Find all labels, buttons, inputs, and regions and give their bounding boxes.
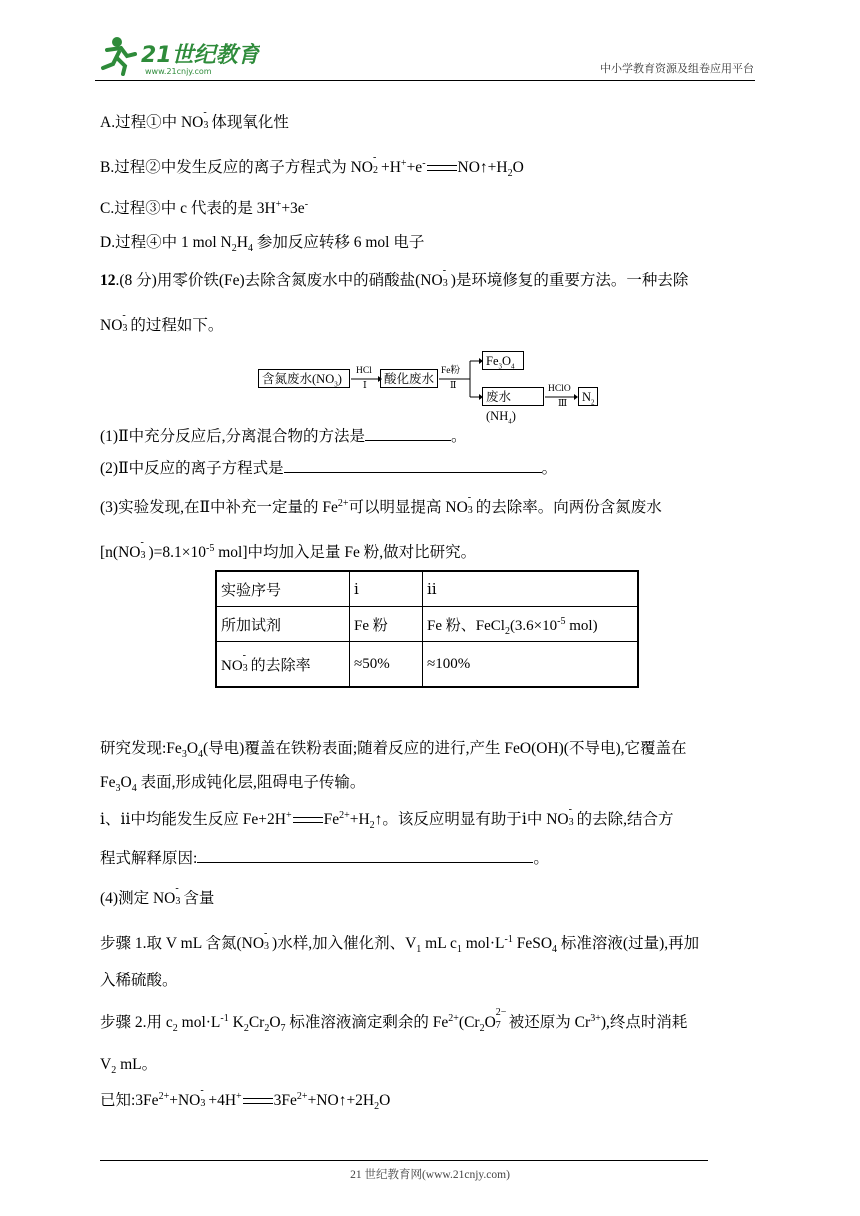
- table-row: [216, 642, 638, 688]
- flow-arrows: [0, 0, 860, 420]
- known-equation: 已知$:3Fe^{2+}+NO$ - 3 +4H+ $3Fe^{2+}+NO↑+2H_2O$: [100, 1085, 391, 1113]
- q12-part4: (4)测定 NO - 3 含量: [100, 883, 215, 907]
- footer-rule: [100, 1160, 708, 1161]
- q12-intro-line2: NO - 3 的过程如下。: [100, 310, 224, 334]
- answer-blank-3[interactable]: [197, 848, 533, 863]
- research-finding-line2: $Fe_3O_4$ 表面,形成钝化层,阻碍电子传输。: [100, 774, 366, 795]
- logo-url: www.21cnjy.com: [145, 67, 212, 76]
- flow-box-n2: $N_2$: [578, 387, 598, 406]
- table-cell: Fe 粉、$FeCl_2(3.6\times 10^{-5}$ mol): [423, 607, 639, 642]
- reaction-line1: ⅰ、ⅱ中均能发生反应 Fe+2H+ $Fe^{2+}+H_2↑$。该反应明显有助于ⅰ中 NO - 3 的去除,结合方: [100, 804, 674, 832]
- table-cell: ⅰ: [350, 571, 423, 607]
- flow-label-step3: Ⅲ: [558, 399, 568, 409]
- table-cell: Fe 粉: [350, 607, 423, 642]
- footer-text: 21 世纪教育网(www.21cnjy.com): [350, 1169, 510, 1181]
- flow-label-hclo: HClO: [548, 384, 571, 394]
- header-platform-text: 中小学教育资源及组卷应用平台: [600, 62, 754, 75]
- step2-line1: 步骤 2.用 $c_2$ $mol\cdot L^{-1}$ $K_2Cr_2O_7$ 标准溶液滴定剩余的 $Fe^{2+}(Cr_2O$ 2− 7 被还原为 $Cr^{3+}$),终点时消耗: [100, 1007, 688, 1035]
- option-d: D.过程④中 1 mol $N_2H_4$ 参加反应转移 6 mol 电子: [100, 234, 425, 255]
- q12-part3-line2: [n(NO - 3 )$=8.1\times 10^{-5}$ mol]中均加入足量 Fe 粉,做对比研究。: [100, 537, 477, 561]
- flow-box-acidified-wastewater: 酸化废水: [380, 369, 438, 388]
- logo-text: 21世纪教育: [141, 43, 260, 68]
- q12-part3: (3)实验发现,在Ⅱ中补充一定量的 $Fe^{2+}$可以明显提高 NO - 3 的去除率。向两份含氮废水: [100, 492, 662, 516]
- option-c: C.过程③中 c 代表的是 3H++3e-: [100, 198, 309, 217]
- table-row: [216, 571, 638, 607]
- flow-label-hcl: HCl: [356, 366, 372, 376]
- step1-line1: 步骤 1.取 V mL 含氮(NO - 3 )水样,加入催化剂、$V_1$ mL $c_1$ $mol\cdot L^{-1}$ FeSO$_4$ 标准溶液(过量),再加: [100, 928, 700, 956]
- option-a: A.过程①中 NO - 3 体现氧化性: [100, 107, 289, 131]
- q12-intro: 12.(8 分)用零价铁(Fe)去除含氮废水中的硝酸盐(NO - 3 )是环境修复的重要方法。一种去除: [100, 265, 689, 289]
- flow-label-step1: Ⅰ: [363, 381, 367, 391]
- step2-line2: $V_2$ mL。: [100, 1056, 158, 1077]
- table-cell: 实验序号: [216, 571, 350, 607]
- q12-part2: (2)Ⅱ中反应的离子方程式是 。: [100, 460, 558, 477]
- table-cell: ⅱ: [423, 571, 639, 607]
- flow-box-fe3o4: $Fe_3O_4$: [482, 351, 524, 370]
- table-cell: NO - 3 的去除率: [216, 642, 350, 688]
- flow-box-nh4-wastewater: 废水$(NH_4)$: [482, 387, 544, 406]
- experiment-table: [215, 570, 639, 688]
- step1-line2: 入稀硫酸。: [100, 972, 178, 989]
- option-b: B.过程②中发生反应的离子方程式为 NO - 2 +H++e- $NO↑+H_2O$: [100, 152, 524, 180]
- table-row: [216, 607, 638, 642]
- reaction-line2: 程式解释原因: 。: [100, 850, 549, 867]
- table-cell: 所加试剂: [216, 607, 350, 642]
- answer-blank-1[interactable]: [365, 426, 451, 441]
- answer-blank-2[interactable]: [284, 458, 542, 473]
- research-finding-line1: 研究发现$:Fe_3O_4$(导电)覆盖在铁粉表面;随着反应的进行,产生 FeO(OH)(不导电),它覆盖在: [100, 740, 687, 761]
- table-cell: ≈50%: [350, 642, 423, 688]
- flow-label-step2: Ⅱ: [450, 381, 457, 391]
- q12-part1: (1)Ⅱ中充分反应后,分离混合物的方法是 。: [100, 428, 467, 445]
- table-cell: ≈100%: [423, 642, 639, 688]
- flow-label-fe-powder: Fe粉: [441, 366, 461, 376]
- flow-box-nitrogen-wastewater: 含氮废水$(NO_3)$: [258, 369, 350, 388]
